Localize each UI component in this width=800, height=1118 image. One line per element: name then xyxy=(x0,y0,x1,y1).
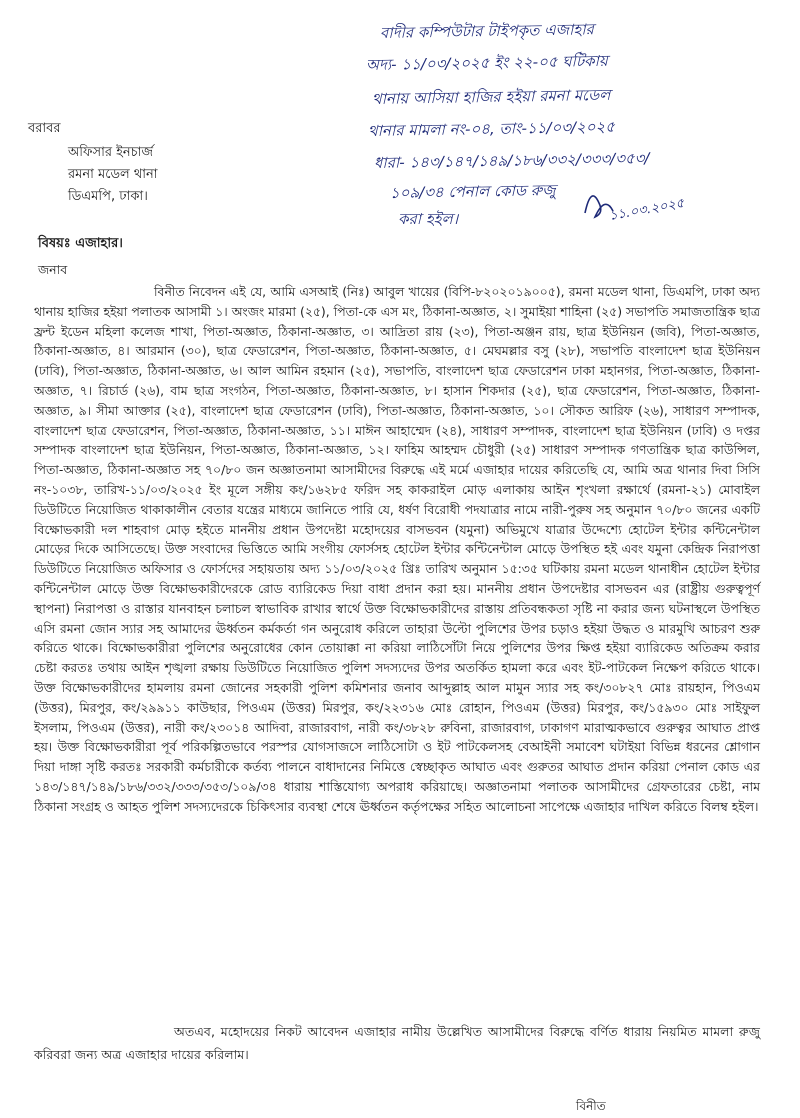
to-label: বরাবর xyxy=(28,121,61,136)
signoff: বিনীত xyxy=(576,1099,606,1113)
handwritten-line-6: ১০৯/৩৪ পেনাল কোড রুজু xyxy=(389,181,556,202)
address-line-station: রমনা মডেল থানা xyxy=(68,167,158,182)
handwritten-date: ১১.০৩.২০২৫ xyxy=(608,195,686,224)
body-paragraph: বিনীত নিবেদন এই যে, আমি এসআই (নিঃ) আবুল খায়ের (বিপি-৮২০২০১৯০০৫), রমনা মডেল থানা, ডিএমপি, ঢাকা অদ্য থানায় হাজির হইয়া পলাতক আসামী ১। অংজং মারমা (২৫), পিতা-কে এস মং, ঠিকানা-অজ্ঞাত, ২। সুমাইয়া শাহিনা (২৫) সভাপতি সমাজতান্ত্রিক ছাত্র ফ্রন্ট ইডেন মহিলা কলেজ শাখা, পিতা-অজ্ঞাত, ঠিকানা-অজ্ঞাত, ৩। আদ্রিতা রায় (২৩), পিতা-অঞ্জন রায়, ছাত্র ইউনিয়ন (জবি), পিতা-অজ্ঞাত, ঠিকানা-অজ্ঞাত, ৪। আরমান (৩০), ছাত্র ফেডারেশন, পিতা-অজ্ঞাত, ঠিকানা-অজ্ঞাত, ৫। মেঘমল্লার বসু (২৮), সভাপতি বাংলাদেশ ছাত্র ইউনিয়ন (ঢাবি), পিতা-অজ্ঞাত, ঠিকানা-অজ্ঞাত, ৬। আল আমিন রহমান (২৫), সভাপতি, বাংলাদেশ ছাত্র ফেডারেশন ঢাকা মহানগর, পিতা-অজ্ঞাত, ঠিকানা-অজ্ঞাত, ৭। রিচার্ড (২৬), বাম ছাত্র সংগঠন, পিতা-অজ্ঞাত, ঠিকানা-অজ্ঞাত, ৮। হাসান শিকদার (২৫), ছাত্র ফেডারেশন, পিতা-অজ্ঞাত, ঠিকানা-অজ্ঞাত, ৯। সীমা আক্তার (২৫), বাংলাদেশ ছাত্র ফেডারেশন (ঢাবি), পিতা-অজ্ঞাত, ঠিকানা-অজ্ঞাত, ১০। সৌকত আরিফ (২৬), সাধারণ সম্পাদক, বাংলাদেশ ছাত্র ফেডারেশন, পিতা-অজ্ঞাত, ঠিকানা-অজ্ঞাত, ১১। মাঈন আহাম্মেদ (২৪), সাধারণ সম্পাদক, বাংলাদেশ ছাত্র ইউনিয়ন (ঢাবি) ও দপ্তর সম্পাদক বাংলাদেশ ছাত্র ইউনিয়ন, পিতা-অজ্ঞাত, ঠিকানা-অজ্ঞাত, ১২। ফাহিম আহম্মদ চৌধুরী (২৫) সাধারণ সম্পাদক গণতান্ত্রিক ছাত্র কাউন্সিল, পিতা-অজ্ঞাত, ঠিকানা-অজ্ঞাত সহ ৭০/৮০ জন অজ্ঞাতনামা আসামীদের বিরুদ্ধে এই মর্মে এজাহার দায়ের করিতেছি যে, আমি অত্র থানার দিবা সিসি নং-১০৩৮, তারিখ-১১/০৩/২০২৫ ইং মূলে সঙ্গীয় কং/১৬২৮৫ ফরিদ সহ কাকরাইল মোড় এলাকায় আইন শৃংখলা রক্ষার্থে (রমনা-২১) মোবাইল ডিউটিতে নিয়োজিত থাকাকালীন বেতার যন্ত্রের মাধ্যমে জানিতে পারি যে, ধর্ষণ বিরোধী পদযাত্রার নামে নারী-পুরুষ সহ অনুমান ৭০/৮০ জনের একটি বিক্ষোভকারী দল শাহবাগ মোড় হইতে মাননীয় প্রধান উপদেষ্টা মহোদয়ের বাসভবন (যমুনা) অভিমুখে যাত্রার উদ্দেশ্যে হোটেল ইন্টার কন্টিনেন্টাল মোড়ের দিকে আসিতেছে। উক্ত সংবাদের ভিত্তিতে আমি সংগীয় ফোর্সসহ হোটেল ইন্টার কন্টিনেন্টাল মোড়ে উপস্থিত হই এবং যমুনা কেন্দ্রিক নিরাপত্তা ডিউটিতে নিয়োজিত অফিসার ও ফোর্সদের সহায়তায় অদ্য ১১/০৩/২০২৫ খ্রিঃ তারিখ অনুমান ১৫:৩৫ ঘটিকায় রমনা মডেল থানাধীন হোটেল ইন্টার কন্টিনেন্টাল মোড়ে উক্ত বিক্ষোভকারীদেরকে রোড ব্যারিকেড দিয়া বাধা প্রদান করা হয়। মাননীয় প্রধান উপদেষ্টার বাসভবন এর (রাষ্ট্রীয় গুরুত্বপূর্ণ স্থাপনা) নিরাপত্তা ও রাস্তার যানবাহন চলাচল স্বাভাবিক রাখার স্বার্থে উক্ত বিক্ষোভকারীদের রাস্তায় প্রতিবন্ধকতা সৃষ্টি না করার জন্য ঘটনাস্থলে উপস্থিত এসি রমনা জোন স্যার সহ আমাদের ঊর্ধ্বতন কর্মকর্তা গন অনুরোধ করিলে তাহারা উল্টো পুলিশের উপর চড়াও হইয়া উদ্ধত ও মারমুখি আচরণ শুরু করিতে থাকে। বিক্ষোভকারীরা পুলিশের অনুরোধের কোন তোয়াক্কা না করিয়া লাঠিসোঁটা নিয়ে পুলিশের উপর ক্ষিপ্ত হইয়া ব্যারিকেড অতিক্রম করার চেষ্টা করতঃ তথায় আইন শৃঙ্খলা রক্ষায় ডিউটিতে নিয়োজিত পুলিশ সদস্যদের উপর অতর্কিত হামলা করে এবং ইট-পাটকেল নিক্ষেপ করিতে থাকে। উক্ত বিক্ষোভকারীদের হামলায় রমনা জোনের সহকারী পুলিশ কমিশনার জনাব আব্দুল্লাহ আল মামুন স্যার সহ কং/৩০৮২৭ মোঃ রায়হান, পিওএম (উত্তর), মিরপুর, কং/২৯৯১১ কাউছার, পিওএম (উত্তর) মিরপুর, কং/২২৩১৬ মোঃ রোহান, পিওএম (উত্তর) মিরপুর, কং/১৫৯৩০ মোঃ সাইফুল ইসলাম, পিওএম (উত্তর), নারী কং/২৩০১৪ আদিবা, রাজারবাগ, নারী কং/৩৮২৮ রুবিনা, রাজারবাগ, ঢাকাগণ মারাত্মকভাবে গুরুত্বর আঘাত প্রাপ্ত হয়। উক্ত বিক্ষোভকারীরা পূর্ব পরিকল্পিতভাবে পরস্পর যোগসাজসে লাঠিসোটা ও ইট পাটকেলসহ বেআইনী সমাবেশ ঘটাইয়া বিভিন্ন ধরনের শ্লোগান দিয়া দাঙ্গা সৃষ্টি করতঃ সরকারী কর্মচারীকে কর্তব্য পালনে বাধাদানের নিমিত্তে স্বেচ্ছাকৃত আঘাত এবং গুরুতর আঘাত প্রদান করিয়া পেনাল কোড এর ১৪৩/১৪৭/১৪৯/১৮৬/৩৩২/৩৩৩/৩৫৩/১০৯/৩৪ ধারায় শাস্তিযোগ্য অপরাধ করিয়াছে। অজ্ঞাতনামা পলাতক আসামীদের গ্রেফতারের চেষ্টা, নাম ঠিকানা সংগ্রহ ও আহত পুলিশ সদস্যদেরকে চিকিৎসার ব্যবস্থা শেষে ঊর্ধ্বতন কর্তৃপক্ষের সহিত আলোচনা সাপেক্ষে এজাহার দাখিল করিতে বিলম্ব হইল। xyxy=(34,284,760,814)
address-block xyxy=(68,142,158,208)
handwriting-svg xyxy=(360,8,790,230)
handwritten-endorsement xyxy=(360,8,790,230)
address-line-city: ডিএমপি, ঢাকা। xyxy=(68,189,148,204)
handwritten-line-4: থানার মামলা নং-০৪, তাং-১১/০৩/২০২৫ xyxy=(367,117,616,140)
handwritten-line-7: করা হইল। xyxy=(398,210,459,228)
handwritten-line-3: থানায় আসিয়া হাজির হইয়া রমনা মডেল xyxy=(371,85,611,108)
handwritten-line-5: ধারা- ১৪৩/১৪৭/১৪৯/১৮৬/৩৩২/৩৩৩/৩৫৩/ xyxy=(373,149,650,172)
handwritten-line-1: বাদীর কম্পিউটার টাইপকৃত এজাহার xyxy=(379,20,595,42)
address-line-officer: অফিসার ইনচার্জ xyxy=(68,145,154,160)
closing-paragraph: অতএব, মহোদয়ের নিকট আবেদন এজাহার নামীয় উল্লেখিত আসামীদের বিরুদ্ধে বর্ণিত ধারায় নিয়মিত মামলা রুজু করিবরা জন্য অত্র এজাহার দায়ের করিলাম। xyxy=(34,1024,760,1062)
handwritten-line-2: অদ্য- ১১/০৩/২০২৫ ইং ২২-০৫ ঘটিকায় xyxy=(365,51,608,74)
salutation: জনাব xyxy=(38,262,68,277)
subject-line: বিষয়ঃ এজাহার। xyxy=(38,236,123,251)
